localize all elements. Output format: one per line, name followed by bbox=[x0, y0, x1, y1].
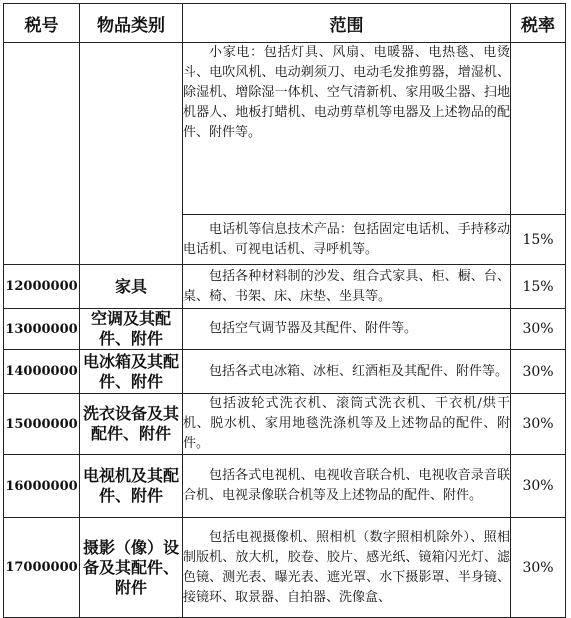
category-cell: 摄影（像）设备及其配件、附件 bbox=[80, 518, 183, 618]
rate-cell: 30% bbox=[511, 518, 566, 618]
scope-cell bbox=[183, 265, 511, 309]
scope-cell bbox=[183, 455, 511, 518]
tax-code-cell: 15000000 bbox=[4, 394, 80, 455]
table-row bbox=[4, 518, 566, 618]
tax-code-cell bbox=[4, 43, 80, 265]
table-row bbox=[4, 265, 566, 309]
scope-cell bbox=[183, 350, 511, 394]
scope-text: 包括各式电冰箱、冰柜、红酒柜及其配件、附件等。 bbox=[209, 363, 509, 379]
tax-code-cell: 12000000 bbox=[4, 265, 80, 309]
category-cell: 家具 bbox=[80, 265, 183, 309]
tax-code-cell: 13000000 bbox=[4, 309, 80, 350]
tax-code-cell: 16000000 bbox=[4, 455, 80, 518]
header-scope: 范围 bbox=[183, 4, 511, 43]
header-rate: 税率 bbox=[511, 4, 566, 43]
table-row bbox=[4, 350, 566, 394]
scope-text: 包括各种材料制的沙发、组合式家具、柜、橱、台、桌、椅、书架、床、床垫、坐具等。 bbox=[183, 268, 510, 304]
table-row bbox=[4, 394, 566, 455]
scope-cell bbox=[183, 43, 511, 215]
scope-cell bbox=[183, 518, 511, 618]
tax-code-cell: 17000000 bbox=[4, 518, 80, 618]
rate-cell: 30% bbox=[511, 394, 566, 455]
category-cell: 洗衣设备及其配件、附件 bbox=[80, 394, 183, 455]
table-row bbox=[4, 309, 566, 350]
tax-code-cell: 14000000 bbox=[4, 350, 80, 394]
category-cell: 电视机及其配件、附件 bbox=[80, 455, 183, 518]
rate-cell: 15% bbox=[511, 215, 566, 265]
header-row bbox=[4, 4, 566, 43]
category-cell bbox=[80, 43, 183, 265]
rate-cell bbox=[511, 43, 566, 215]
header-category: 物品类别 bbox=[80, 4, 183, 43]
rate-cell: 30% bbox=[511, 455, 566, 518]
header-tax-code: 税号 bbox=[4, 4, 80, 43]
scope-text: 包括各式电视机、电视收音联合机、电视收音录音联合机、电视录像联合机等及上述物品的配件、附件。 bbox=[183, 468, 510, 503]
scope-text: 包括空气调节器及其配件、附件等。 bbox=[209, 321, 418, 336]
category-cell: 电冰箱及其配件、附件 bbox=[80, 350, 183, 394]
table-row bbox=[4, 455, 566, 518]
scope-cell bbox=[183, 394, 511, 455]
rate-cell: 15% bbox=[511, 265, 566, 309]
scope-cell bbox=[183, 215, 511, 265]
scope-text: 电话机等信息技术产品：包括固定电话机、手持移动电话机、可视电话机、寻呼机等。 bbox=[183, 221, 510, 257]
scope-cell bbox=[183, 309, 511, 350]
tariff-table bbox=[3, 3, 566, 618]
scope-text: 包括电视摄像机、照相机（数字照相机除外）、照相制版机、放大机，胶卷、胶片、感光纸、镜箱闪光灯、滤色镜、测光表、曝光表、遮光罩、水下摄影罩、半身镜、接镜环、取景器、自拍器、洗像盒、 bbox=[183, 529, 510, 605]
table-row bbox=[4, 43, 566, 215]
scope-text: 小家电：包括灯具、风扇、电暖器、电热毯、电烫斗、电吹风机、电动剃须刀、电动毛发推剪器，增湿机、除湿机、增除湿一体机、空气清新机、家用吸尘器、扫地机器人、地板打蜡机、电动剪草机等电器及上述物品的配件、附件等。 bbox=[183, 45, 510, 140]
rate-cell: 30% bbox=[511, 350, 566, 394]
category-cell: 空调及其配件、附件 bbox=[80, 309, 183, 350]
scope-text: 包括波轮式洗衣机、滚筒式洗衣机、干衣机/烘干机、脱水机、家用地毯洗涤机等及上述物品的配件、附件。 bbox=[183, 396, 510, 451]
rate-cell: 30% bbox=[511, 309, 566, 350]
